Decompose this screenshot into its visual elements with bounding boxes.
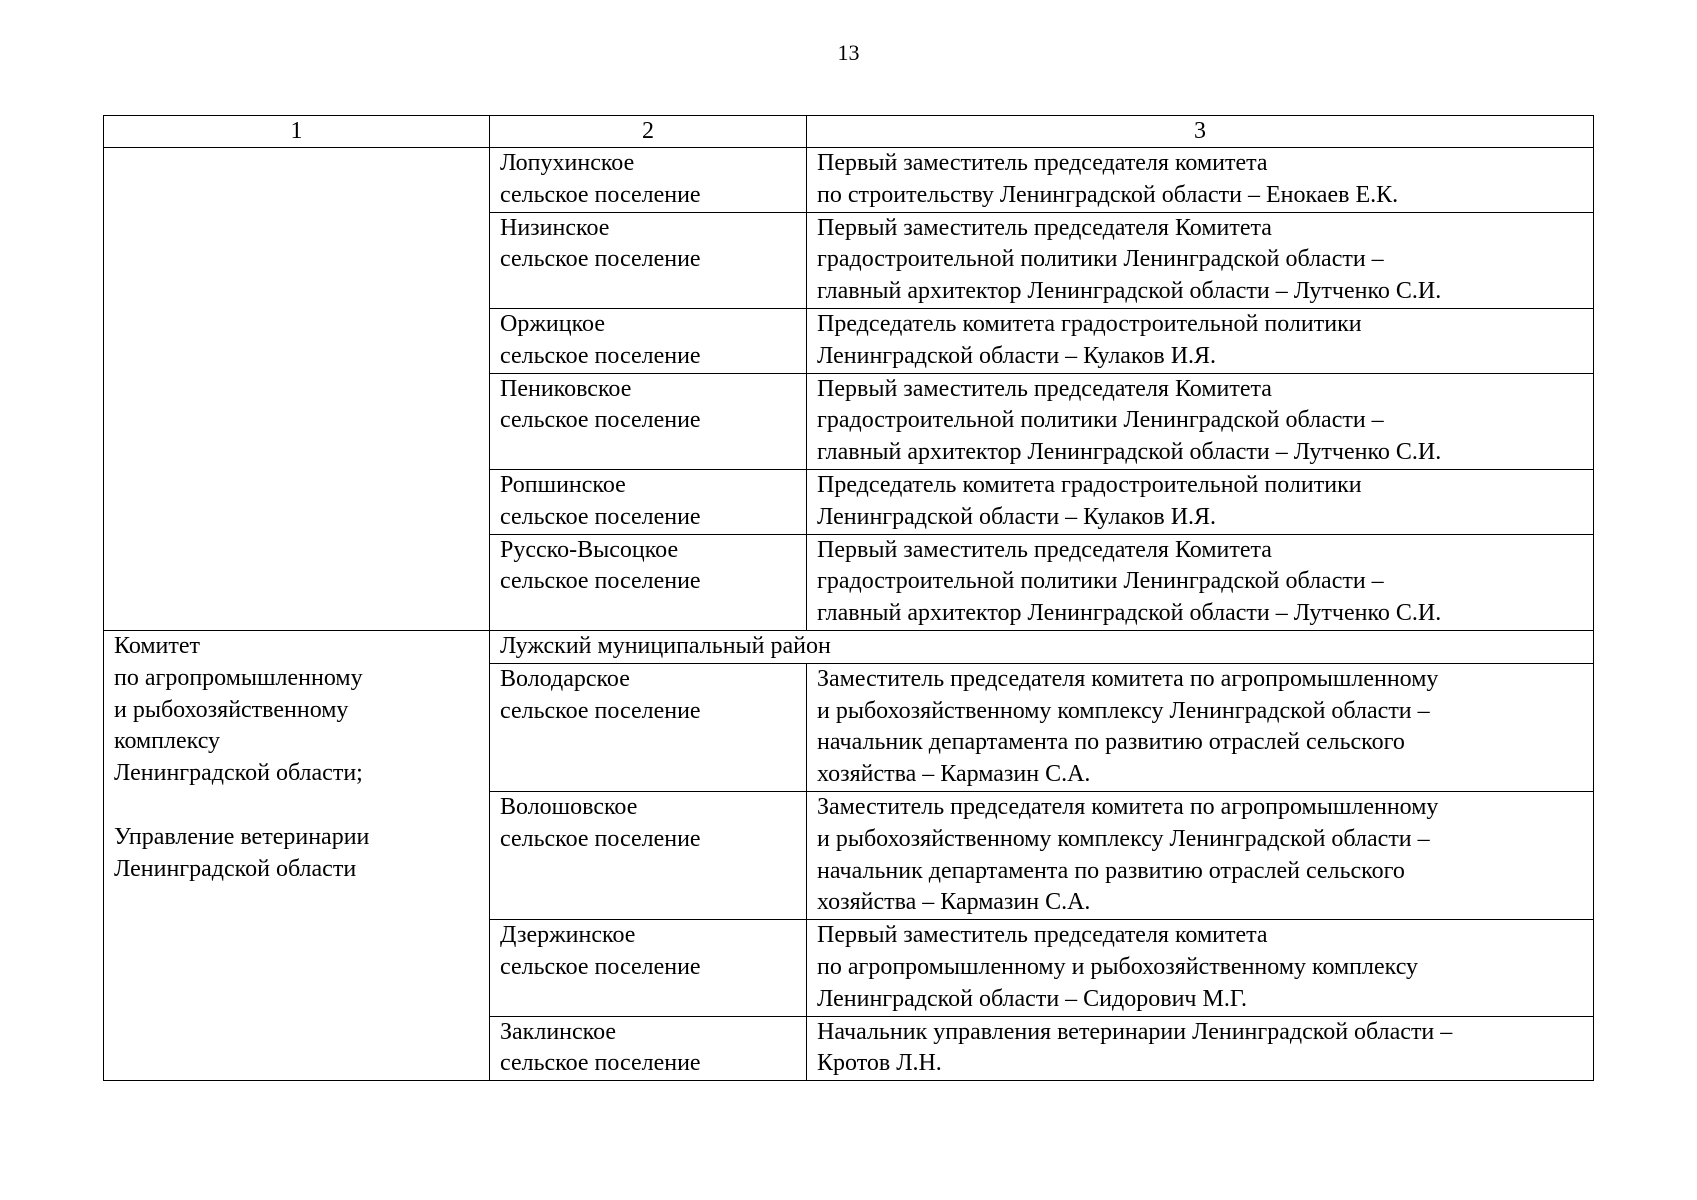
organization-cell-empty xyxy=(104,148,490,631)
settlement-cell xyxy=(490,534,807,630)
settlement-name: Лопухинское xyxy=(500,150,635,176)
organization-name: Комитет xyxy=(114,632,201,659)
settlement-name: Оржицкое xyxy=(500,310,605,337)
responsible-person: главный архитектор Ленинградской области – Лутченко С.И. xyxy=(817,439,1442,466)
responsible-person: Ленинградской области – Кулаков И.Я. xyxy=(817,342,1217,369)
settlement-cell xyxy=(490,469,807,534)
responsible-person: Ленинградской области – Сидорович М.Г. xyxy=(817,985,1247,1012)
column-number-2: 2 xyxy=(490,116,807,148)
responsible-person: Ленинградской области – Кулаков И.Я. xyxy=(817,503,1217,530)
responsible-cell xyxy=(807,148,1594,213)
organization-name: Ленинградской области; xyxy=(114,760,363,787)
responsible-person: Первый заместитель председателя Комитета xyxy=(817,536,1272,563)
settlement-name: сельское поселение xyxy=(500,407,701,434)
organization-name: Ленинградской области xyxy=(114,855,357,882)
settlement-name: сельское поселение xyxy=(500,503,701,530)
settlement-name: сельское поселение xyxy=(500,825,701,852)
responsible-person: Первый заместитель председателя комитета xyxy=(817,150,1268,176)
table-row xyxy=(104,148,1594,213)
settlement-name: Русско-Высоцкое xyxy=(500,536,679,563)
spacer xyxy=(114,790,479,822)
column-number-row xyxy=(104,116,1594,148)
responsible-cell xyxy=(807,920,1594,1016)
settlement-cell xyxy=(490,663,807,791)
settlement-name: сельское поселение xyxy=(500,181,701,208)
settlement-name: сельское поселение xyxy=(500,953,701,980)
settlement-name: сельское поселение xyxy=(500,342,701,369)
settlement-cell xyxy=(490,920,807,1016)
responsible-cell xyxy=(807,663,1594,791)
settlement-cell xyxy=(490,308,807,373)
organization-name: по агропромышленному xyxy=(114,664,363,691)
settlement-name: Волошовское xyxy=(500,793,638,820)
responsible-person: Кротов Л.Н. xyxy=(817,1050,942,1077)
settlement-cell xyxy=(490,148,807,213)
settlement-name: Дзержинское xyxy=(500,922,636,949)
responsible-person: и рыбохозяйственному комплексу Ленинградской области – xyxy=(817,697,1430,724)
responsible-cell xyxy=(807,791,1594,919)
responsibility-table xyxy=(103,115,1594,1081)
settlement-cell xyxy=(490,212,807,308)
district-name: Лужский муниципальный район xyxy=(490,630,1594,663)
settlement-name: Володарское xyxy=(500,665,630,692)
responsible-person: градостроительной политики Ленинградской области – xyxy=(817,568,1384,595)
responsible-person: Заместитель председателя комитета по агропромышленному xyxy=(817,665,1439,692)
settlement-name: сельское поселение xyxy=(500,697,701,724)
responsible-person: Первый заместитель председателя Комитета xyxy=(817,375,1272,402)
settlement-name: Ропшинское xyxy=(500,471,626,498)
responsible-person: и рыбохозяйственному комплексу Ленинградской области – xyxy=(817,825,1430,852)
responsible-cell xyxy=(807,373,1594,469)
responsible-person: Первый заместитель председателя комитета xyxy=(817,922,1268,949)
responsible-cell xyxy=(807,534,1594,630)
settlement-cell xyxy=(490,1016,807,1081)
responsible-person: главный архитектор Ленинградской области – Лутченко С.И. xyxy=(817,600,1442,627)
responsible-person: Председатель комитета градостроительной политики xyxy=(817,471,1362,498)
settlement-name: Пениковское xyxy=(500,375,632,402)
column-number-1: 1 xyxy=(104,116,490,148)
responsible-person: хозяйства – Кармазин С.А. xyxy=(817,761,1091,788)
responsible-person: Первый заместитель председателя Комитета xyxy=(817,214,1272,241)
responsible-cell xyxy=(807,469,1594,534)
column-number-3: 3 xyxy=(807,116,1594,148)
settlement-cell xyxy=(490,373,807,469)
responsible-person: главный архитектор Ленинградской области – Лутченко С.И. xyxy=(817,278,1442,305)
responsible-person: Начальник управления ветеринарии Ленинградской области – xyxy=(817,1018,1453,1045)
responsible-person: начальник департамента по развитию отраслей сельского xyxy=(817,857,1405,884)
settlement-name: сельское поселение xyxy=(500,1050,701,1077)
settlement-name: Заклинское xyxy=(500,1018,617,1045)
settlement-name: сельское поселение xyxy=(500,246,701,273)
organization-name: Управление ветеринарии xyxy=(114,823,370,850)
table-body xyxy=(104,148,1594,1081)
responsible-cell xyxy=(807,212,1594,308)
responsible-person: Председатель комитета градостроительной политики xyxy=(817,310,1362,337)
responsible-person: начальник департамента по развитию отраслей сельского xyxy=(817,729,1405,756)
responsible-person: Заместитель председателя комитета по агропромышленному xyxy=(817,793,1439,820)
settlement-name: сельское поселение xyxy=(500,568,701,595)
settlement-name: Низинское xyxy=(500,214,610,241)
responsible-cell xyxy=(807,1016,1594,1081)
organization-name: комплексу xyxy=(114,728,221,755)
organization-cell xyxy=(104,630,490,1080)
responsible-person: по агропромышленному и рыбохозяйственному комплексу xyxy=(817,953,1419,980)
district-row xyxy=(104,630,1594,663)
responsible-person: градостроительной политики Ленинградской области – xyxy=(817,407,1384,434)
settlement-cell xyxy=(490,791,807,919)
responsible-person: хозяйства – Кармазин С.А. xyxy=(817,889,1091,916)
page-number: 13 xyxy=(837,40,860,65)
organization-name: и рыбохозяйственному xyxy=(114,696,349,723)
responsible-person: по строительству Ленинградской области – Енокаев Е.К. xyxy=(817,181,1399,208)
responsible-person: градостроительной политики Ленинградской области – xyxy=(817,246,1384,273)
responsible-cell xyxy=(807,308,1594,373)
